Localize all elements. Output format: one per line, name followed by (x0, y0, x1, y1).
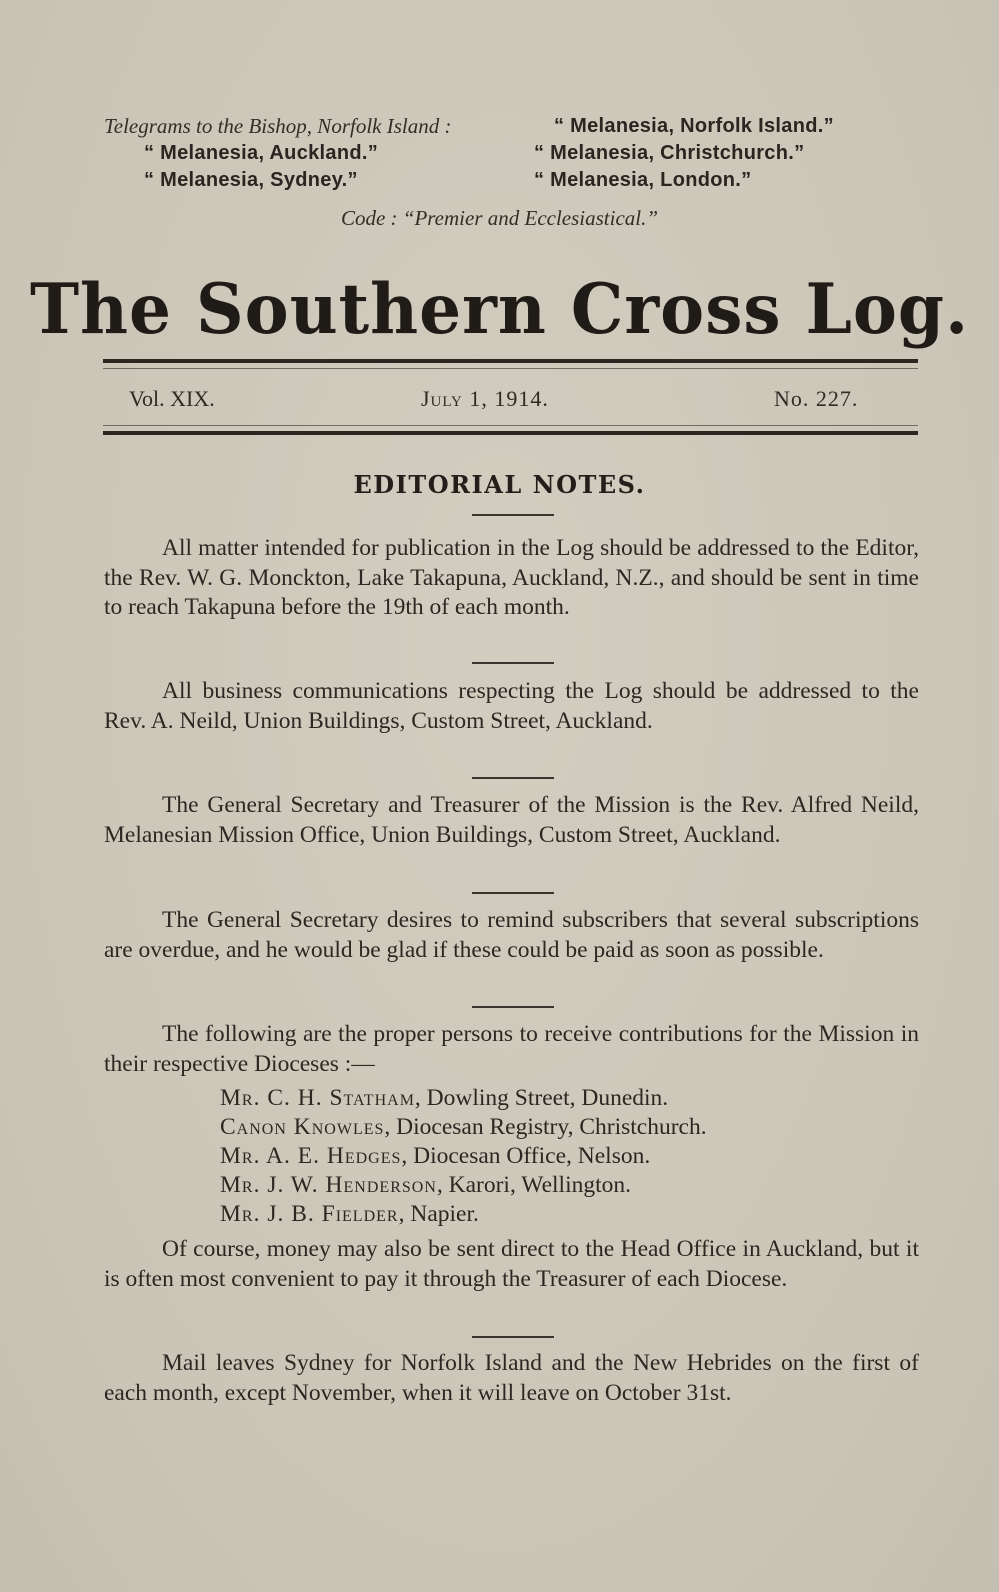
telegraph-code: Code : “Premier and Ecclesiastical.” (340, 206, 659, 230)
paragraph-text: The General Secretary desires to remind subscribers that several subscriptions are overdue, and he would be glad if these could be paid as soon as possible. (104, 907, 919, 963)
paragraph-text: All matter intended for publication in the Log should be addressed to the Editor, the Rev. W. G. Monckton, Lake Takapuna, Auckland, N.Z., and should be sent in time to reach Takapuna before the 19th of each month. (104, 535, 919, 620)
contributor-name: Mr. A. E. Hedges (220, 1143, 402, 1169)
telegram-address-sydney: “ Melanesia, Sydney.” (144, 169, 358, 191)
contributor-item (220, 1200, 920, 1229)
masthead-rule-bottom-thin (103, 425, 918, 426)
section-heading: EDITORIAL NOTES. (353, 470, 646, 499)
paragraph-text: Mail leaves Sydney for Norfolk Island and the New Hebrides on the first of each month, except November, when it will leave on October 31st. (104, 1350, 919, 1406)
contributor-item (220, 1142, 920, 1171)
issue-date: July 1, 1914. (421, 386, 549, 411)
contributor-item (220, 1113, 920, 1142)
contributor-address: , Diocesan Registry, Christchurch. (384, 1114, 707, 1140)
issue-number: No. 227. (774, 386, 859, 411)
paragraph-business-address (104, 677, 919, 736)
masthead-title: The Southern Cross Log. (29, 268, 970, 350)
masthead-rule-bottom-thick (103, 431, 918, 435)
contributor-address: , Napier. (398, 1201, 479, 1227)
paragraph-contributions-intro (104, 1020, 919, 1079)
telegram-address-auckland: “ Melanesia, Auckland.” (144, 142, 379, 164)
contributor-name: Mr. J. W. Henderson (220, 1172, 437, 1198)
contributor-address: , Diocesan Office, Nelson. (401, 1143, 651, 1169)
separator-rule (472, 1336, 554, 1338)
separator-rule (472, 662, 554, 664)
telegram-address-london: “ Melanesia, London.” (534, 169, 752, 191)
paragraph-editor-address (104, 534, 919, 623)
separator-rule (472, 892, 554, 894)
volume-number: Vol. XIX. (129, 386, 215, 411)
contributor-name: Canon Knowles (220, 1114, 385, 1140)
paragraph-subscriptions-overdue (104, 906, 919, 965)
paragraph-general-secretary (104, 791, 919, 850)
contributor-item (220, 1171, 920, 1200)
contributor-item (220, 1084, 920, 1113)
telegram-address-norfolk: “ Melanesia, Norfolk Island.” (554, 115, 834, 137)
paragraph-text: The following are the proper persons to receive contributions for the Mission in their respective Dioceses :— (104, 1021, 919, 1077)
contributor-list (220, 1084, 920, 1229)
contributor-address: , Karori, Wellington. (436, 1172, 632, 1198)
paragraph-text: All business communications respecting the Log should be addressed to the Rev. A. Neild, Union Buildings, Custom Street, Auckland. (104, 678, 919, 734)
separator-rule (472, 514, 554, 516)
telegram-address-christchurch: “ Melanesia, Christchurch.” (534, 142, 805, 164)
contributor-address: , Dowling Street, Dunedin. (414, 1085, 669, 1111)
paragraph-head-office (104, 1235, 919, 1294)
masthead-rule-top-thin (103, 368, 918, 369)
paragraph-text: Of course, money may also be sent direct to the Head Office in Auckland, but it is often most convenient to pay it through the Treasurer of each Diocese. (104, 1236, 919, 1292)
paragraph-mail-schedule (104, 1349, 919, 1408)
paragraph-text: The General Secretary and Treasurer of the Mission is the Rev. Alfred Neild, Melanesian Mission Office, Union Buildings, Custom Street, Auckland. (104, 792, 919, 848)
separator-rule (472, 777, 554, 779)
contributor-name: Mr. J. B. Fielder (220, 1201, 399, 1227)
separator-rule (472, 1006, 554, 1008)
masthead-rule-top-thick (103, 359, 918, 363)
contributor-name: Mr. C. H. Statham (220, 1085, 415, 1111)
telegram-intro: Telegrams to the Bishop, Norfolk Island : (104, 114, 452, 138)
